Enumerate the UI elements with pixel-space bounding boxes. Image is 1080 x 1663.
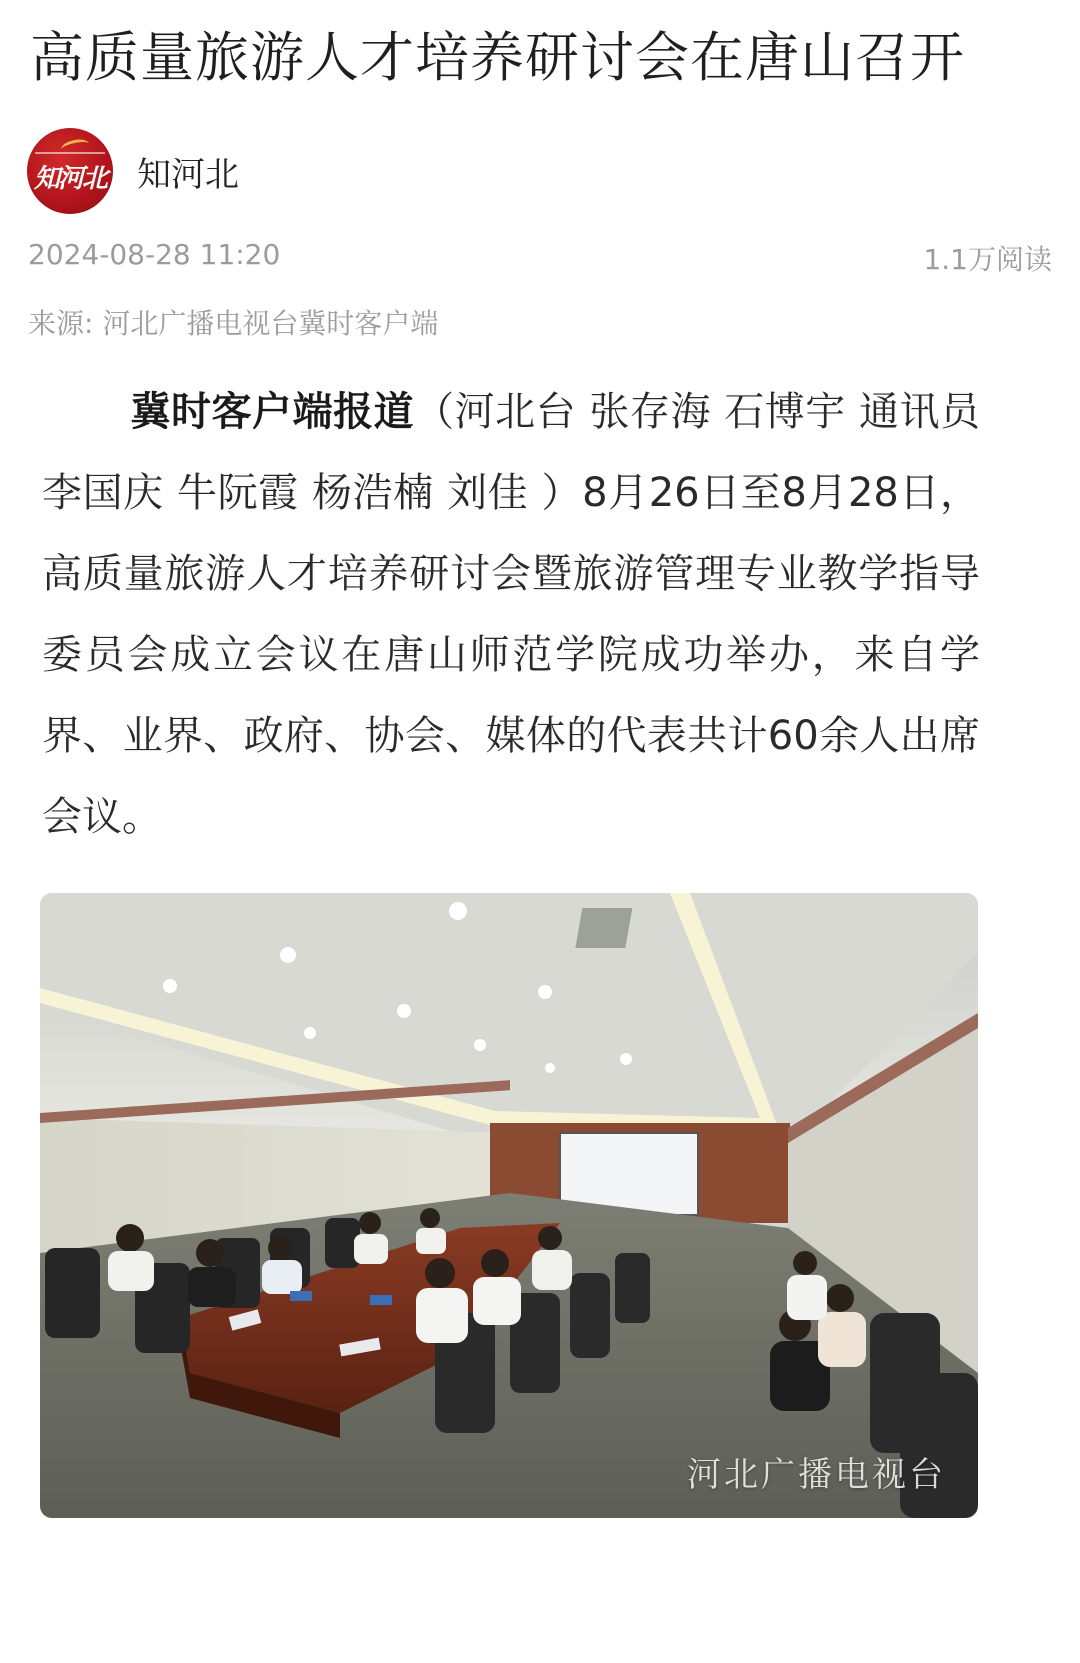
conference-room-photo [40, 893, 978, 1518]
logo-divider [35, 152, 105, 154]
article-body [42, 372, 980, 858]
photo-watermark: 河北广播电视台 [687, 1455, 946, 1495]
read-count: 1.1万阅读 [923, 243, 1052, 276]
article-photo[interactable] [40, 893, 978, 1518]
author-name[interactable]: 知河北 [137, 154, 239, 195]
article-source: 来源: 河北广播电视台冀时客户端 [28, 307, 439, 340]
avatar-logo-text: 知河北 [33, 164, 106, 194]
article-title: 高质量旅游人才培养研讨会在唐山召开 [30, 26, 965, 89]
article-text: （河北台 张存海 石博宇 通讯员 李国庆 牛阮霞 杨浩楠 刘佳 ）8月26日至8月28日，高质量旅游人才培养研讨会暨旅游管理专业教学指导委员会成立会议在唐山师范学院成功举办，来自学界、业界、政府、协会、媒体的代表共计60余人出席会议。 [42, 389, 980, 840]
author-row[interactable] [27, 126, 239, 216]
author-avatar[interactable] [27, 128, 113, 214]
publish-date: 2024-08-28 11:20 [28, 238, 281, 271]
article-lead: 冀时客户端报道 [130, 389, 415, 435]
